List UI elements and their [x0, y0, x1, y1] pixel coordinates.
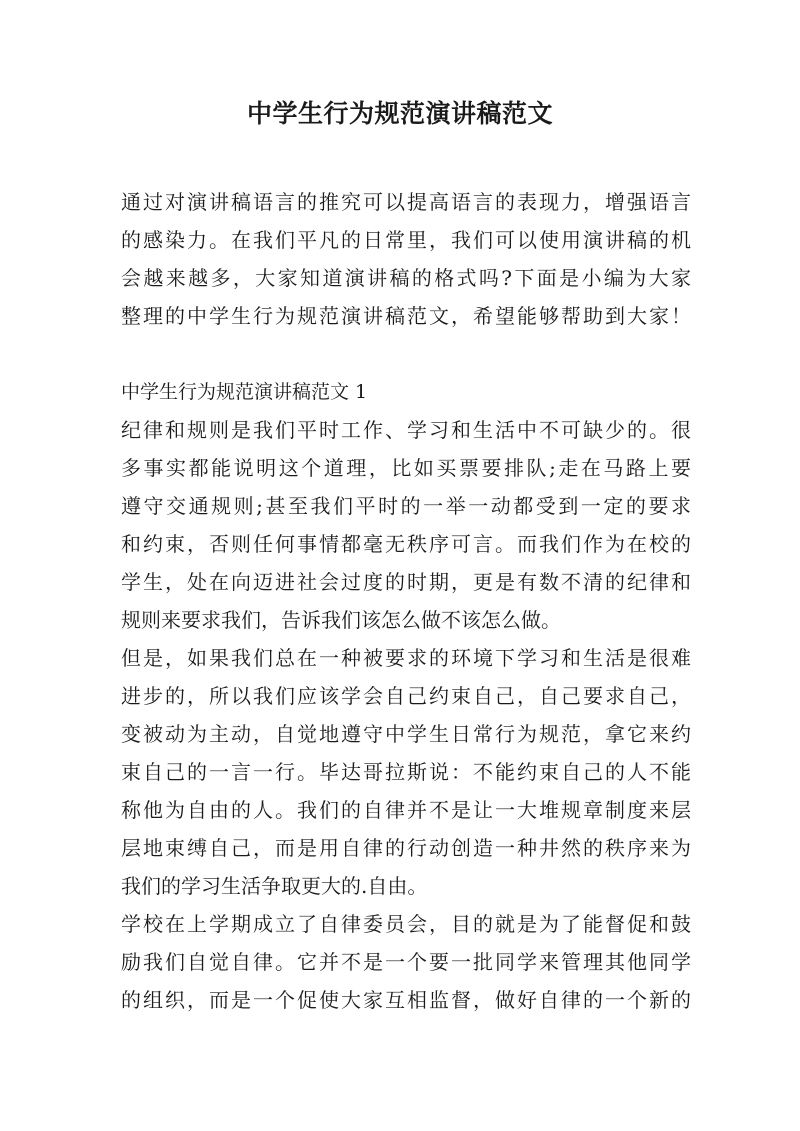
- body-line: 进步的，所以我们应该学会自己约束自己，自己要求自己，: [121, 684, 691, 708]
- body-line: 束自己的一言一行。毕达哥拉斯说：不能约束自己的人不能: [121, 760, 691, 784]
- body-line: 我们的学习生活争取更大的.自由。: [121, 874, 428, 898]
- intro-line: 通过对演讲稿语言的推究可以提高语言的表现力，增强语言: [121, 190, 691, 214]
- intro-line: 的感染力。在我们平凡的日常里，我们可以使用演讲稿的机: [121, 228, 691, 252]
- body-line: 变被动为主动，自觉地遵守中学生日常行为规范，拿它来约: [121, 722, 691, 746]
- document-title: 中学生行为规范演讲稿范文: [246, 99, 553, 128]
- body-line: 多事实都能说明这个道理，比如买票要排队;走在马路上要: [121, 456, 691, 480]
- body-line: 称他为自由的人。我们的自律并不是让一大堆规章制度来层: [121, 798, 691, 822]
- body-line: 学生，处在向迈进社会过度的时期，更是有数不清的纪律和: [121, 570, 691, 594]
- section-heading: 中学生行为规范演讲稿范文 1: [121, 381, 368, 403]
- body-line: 纪律和规则是我们平时工作、学习和生活中不可缺少的。很: [121, 418, 691, 442]
- intro-line: 会越来越多，大家知道演讲稿的格式吗?下面是小编为大家: [121, 266, 691, 290]
- body-line: 励我们自觉自律。它并不是一个要一批同学来管理其他同学: [121, 950, 691, 974]
- body-line: 学校在上学期成立了自律委员会，目的就是为了能督促和鼓: [121, 912, 691, 936]
- body-line: 和约束，否则任何事情都毫无秩序可言。而我们作为在校的: [121, 532, 691, 556]
- body-line: 遵守交通规则;甚至我们平时的一举一动都受到一定的要求: [121, 494, 691, 518]
- body-line: 层地束缚自己，而是用自律的行动创造一种井然的秩序来为: [121, 836, 691, 860]
- body-line: 但是，如果我们总在一种被要求的环境下学习和生活是很难: [121, 646, 691, 670]
- intro-line: 整理的中学生行为规范演讲稿范文，希望能够帮助到大家！: [121, 304, 691, 328]
- body-line: 的组织，而是一个促使大家互相监督，做好自律的一个新的: [121, 988, 691, 1012]
- body-line: 规则来要求我们，告诉我们该怎么做不该怎么做。: [121, 608, 561, 632]
